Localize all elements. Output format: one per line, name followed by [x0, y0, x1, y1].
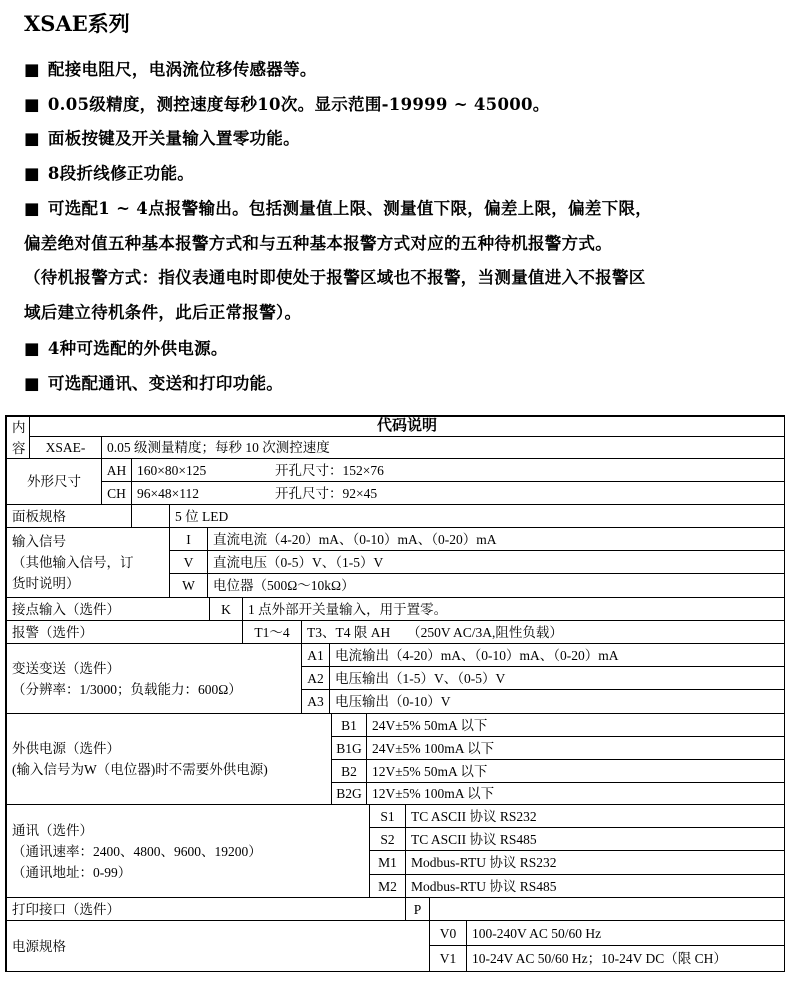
panel-desc	[170, 505, 785, 528]
feature-text: （待机报警方式：指仪表通电时即使处于报警区域也不报警，当测量值进入不报警区	[24, 268, 646, 287]
power-label-text: 电源规格	[12, 938, 66, 954]
input-code	[170, 551, 208, 574]
feature-text: 可选配通讯、变送和打印功能。	[47, 374, 284, 393]
comm-desc-text: TC ASCII 协议 RS485	[411, 831, 537, 847]
input-code-text: V	[183, 554, 194, 570]
power-desc-text: 100-240V AC 50/60 Hz	[472, 925, 602, 941]
comm-desc	[406, 851, 785, 875]
feature-line	[24, 160, 194, 184]
comm-label-text: 通讯（选件）	[12, 822, 93, 838]
comm-code	[370, 851, 406, 875]
input-desc-text: 直流电流（4-20）mA、（0-10）mA、（0-20）mA	[213, 531, 497, 547]
transmit-code-text: A3	[307, 694, 324, 709]
comm-code-text: S2	[380, 831, 395, 847]
input-label-text: 输入信号	[12, 534, 66, 549]
comm-desc-text: TC ASCII 协议 RS232	[411, 808, 537, 824]
feature-line	[24, 91, 550, 115]
feature-text: 面板按键及开关量输入置零功能。	[47, 129, 300, 148]
supply-label-text: 外供电源（选件）	[12, 741, 120, 756]
alarm-code	[243, 621, 302, 644]
model-desc-text: 0.05 级测量精度；每秒 10 次测控速度	[107, 440, 330, 455]
contact-code	[210, 598, 243, 621]
transmit-code-text: A1	[307, 647, 324, 663]
page-title: XSAE系列	[24, 11, 130, 36]
comm-desc-text: Modbus-RTU 协议 RS232	[411, 855, 557, 870]
table-header-text: 代码说明	[376, 418, 437, 434]
supply-label-text: (输入信号为W（电位器)时不需要外供电源)	[12, 762, 268, 777]
power-desc	[467, 921, 785, 946]
feature-line	[24, 335, 228, 359]
supply-code-text: B1G	[336, 740, 362, 756]
input-label-text: 货时说明）	[12, 576, 80, 591]
supply-code	[332, 714, 367, 737]
supply-code-text: B2	[341, 763, 357, 779]
contact-label-text: 接点输入（选件）	[12, 601, 120, 617]
comm-code-text: M2	[378, 878, 397, 894]
feature-text: 域后建立待机条件，此后正常报警）。	[24, 303, 302, 322]
supply-code	[332, 737, 367, 760]
contact-code-text: K	[221, 601, 231, 617]
transmit-desc-text: 电压输出（0-10）V	[335, 694, 451, 709]
size-cutout	[270, 459, 785, 482]
size-dims	[132, 482, 270, 505]
size-code-text: AH	[106, 462, 127, 478]
table-header	[30, 417, 785, 437]
size-label-text: 外形尺寸	[27, 474, 81, 489]
feature-text: 0.05级精度，测控速度每秒10次。显示范围-19999 ~ 45000。	[47, 95, 550, 114]
feature-line	[24, 264, 646, 288]
transmit-desc	[330, 690, 785, 714]
print-code	[406, 898, 430, 921]
input-desc-text: 电位器（500Ω～10kΩ）	[213, 578, 355, 593]
panel-label	[7, 505, 132, 528]
power-code	[430, 946, 467, 972]
comm-label-text: （通讯速率：2400、4800、9600、19200）	[12, 843, 262, 859]
size-cutout-text: 开孔尺寸：92×45	[275, 485, 378, 501]
input-desc	[208, 551, 785, 574]
supply-label	[7, 714, 332, 805]
print-code-text: P	[413, 901, 422, 917]
feature-text: 4种可选配的外供电源。	[47, 339, 228, 358]
transmit-code-text: A2	[307, 670, 324, 686]
size-dims-text: 96×48×112	[137, 485, 199, 501]
comm-code	[370, 805, 406, 828]
panel-label-text: 面板规格	[12, 508, 66, 524]
comm-label-text: （通讯地址：0-99）	[12, 864, 132, 880]
supply-desc-text: 12V±5% 50mA 以下	[372, 763, 488, 779]
feature-line	[24, 125, 300, 149]
comm-desc	[406, 805, 785, 828]
print-label-text: 打印接口（选件）	[12, 901, 120, 917]
bullet-square-icon: ■	[24, 95, 40, 114]
transmit-label-text: （分辨率：1/3000；负载能力：600Ω）	[12, 681, 242, 697]
contact-label	[7, 598, 210, 621]
comm-code	[370, 828, 406, 851]
feature-line	[24, 370, 283, 394]
feature-line	[24, 230, 612, 254]
feature-line	[24, 195, 652, 219]
feature-line	[24, 56, 317, 80]
supply-desc-text: 24V±5% 50mA 以下	[372, 717, 488, 733]
input-label-text: （其他输入信号，订	[12, 555, 134, 570]
size-cutout-text: 开孔尺寸：152×76	[275, 462, 384, 478]
transmit-desc-text: 电流输出（4-20）mA、（0-10）mA、（0-20）mA	[335, 647, 619, 663]
bullet-square-icon: ■	[24, 164, 40, 183]
transmit-code	[302, 690, 330, 714]
power-code-text: V0	[439, 925, 457, 941]
size-code	[102, 482, 132, 505]
input-code-text: I	[186, 531, 191, 547]
contact-desc-text: 1 点外部开关量输入，用于置零。	[248, 601, 448, 617]
input-desc-text: 直流电压（0-5）V、（1-5）V	[213, 554, 384, 570]
supply-code-text: B1	[341, 717, 357, 733]
supply-code-text: B2G	[336, 786, 362, 801]
transmit-desc-text: 电压输出（1-5）V、（0-5）V	[335, 670, 506, 686]
comm-code-text: M1	[378, 855, 397, 870]
comm-desc	[406, 828, 785, 851]
feature-text: 配接电阻尺，电涡流位移传感器等。	[47, 60, 317, 79]
power-code-text: V1	[439, 951, 457, 966]
supply-code	[332, 783, 367, 805]
comm-desc-text: Modbus-RTU 协议 RS485	[411, 878, 557, 894]
bullet-square-icon: ■	[24, 129, 40, 148]
size-code-text: CH	[107, 485, 126, 501]
alarm-desc	[302, 621, 785, 644]
input-code-text: W	[182, 578, 195, 593]
bullet-square-icon: ■	[24, 339, 40, 358]
supply-desc	[367, 783, 785, 805]
alarm-desc-text: T3、T4 限 AH （250V AC/3A,阻性负载）	[307, 624, 563, 640]
alarm-label-text: 报警（选件）	[12, 624, 93, 640]
feature-text: 偏差绝对值五种基本报警方式和与五种基本报警方式对应的五种待机报警方式。	[24, 234, 612, 253]
comm-desc	[406, 875, 785, 898]
input-code	[170, 574, 208, 598]
bullet-square-icon: ■	[24, 60, 40, 79]
content-label	[7, 417, 30, 459]
alarm-code-text: T1～4	[254, 624, 290, 640]
input-label	[7, 528, 170, 598]
model-code-text: XSAE-	[45, 440, 86, 455]
input-desc	[208, 574, 785, 598]
supply-code	[332, 760, 367, 783]
input-code	[170, 528, 208, 551]
bullet-square-icon: ■	[24, 199, 40, 218]
contact-desc	[243, 598, 785, 621]
input-desc	[208, 528, 785, 551]
power-label	[7, 921, 430, 972]
feature-text: 8段折线修正功能。	[47, 164, 195, 183]
power-desc-text: 10-24V AC 50/60 Hz；10-24V DC（限 CH）	[472, 951, 727, 966]
size-cutout	[270, 482, 785, 505]
transmit-code	[302, 667, 330, 690]
transmit-label	[7, 644, 302, 714]
comm-label	[7, 805, 370, 898]
comm-code	[370, 875, 406, 898]
feature-text: 可选配1 ~ 4点报警输出。包括测量值上限、测量值下限，偏差上限，偏差下限，	[47, 199, 653, 218]
supply-desc-text: 24V±5% 100mA 以下	[372, 740, 495, 756]
comm-code-text: S1	[380, 808, 395, 824]
panel-code	[132, 505, 170, 528]
bullet-square-icon: ■	[24, 374, 40, 393]
power-code	[430, 921, 467, 946]
model-desc	[102, 437, 785, 459]
print-desc	[430, 898, 785, 921]
code-table	[5, 415, 785, 972]
content-label-text: 内	[12, 419, 26, 435]
transmit-label-text: 变送变送（选件）	[12, 660, 120, 676]
content-label-text: 容	[12, 440, 26, 456]
model-code	[30, 437, 102, 459]
transmit-code	[302, 644, 330, 667]
print-label	[7, 898, 406, 921]
transmit-desc	[330, 667, 785, 690]
size-code	[102, 459, 132, 482]
supply-desc	[367, 760, 785, 783]
transmit-desc	[330, 644, 785, 667]
panel-desc-text: 5 位 LED	[175, 508, 229, 524]
supply-desc-text: 12V±5% 100mA 以下	[372, 786, 495, 801]
alarm-label	[7, 621, 243, 644]
supply-desc	[367, 737, 785, 760]
size-label	[7, 459, 102, 505]
feature-line	[24, 299, 301, 323]
size-dims-text: 160×80×125	[137, 462, 207, 478]
supply-desc	[367, 714, 785, 737]
size-dims	[132, 459, 270, 482]
power-desc	[467, 946, 785, 972]
